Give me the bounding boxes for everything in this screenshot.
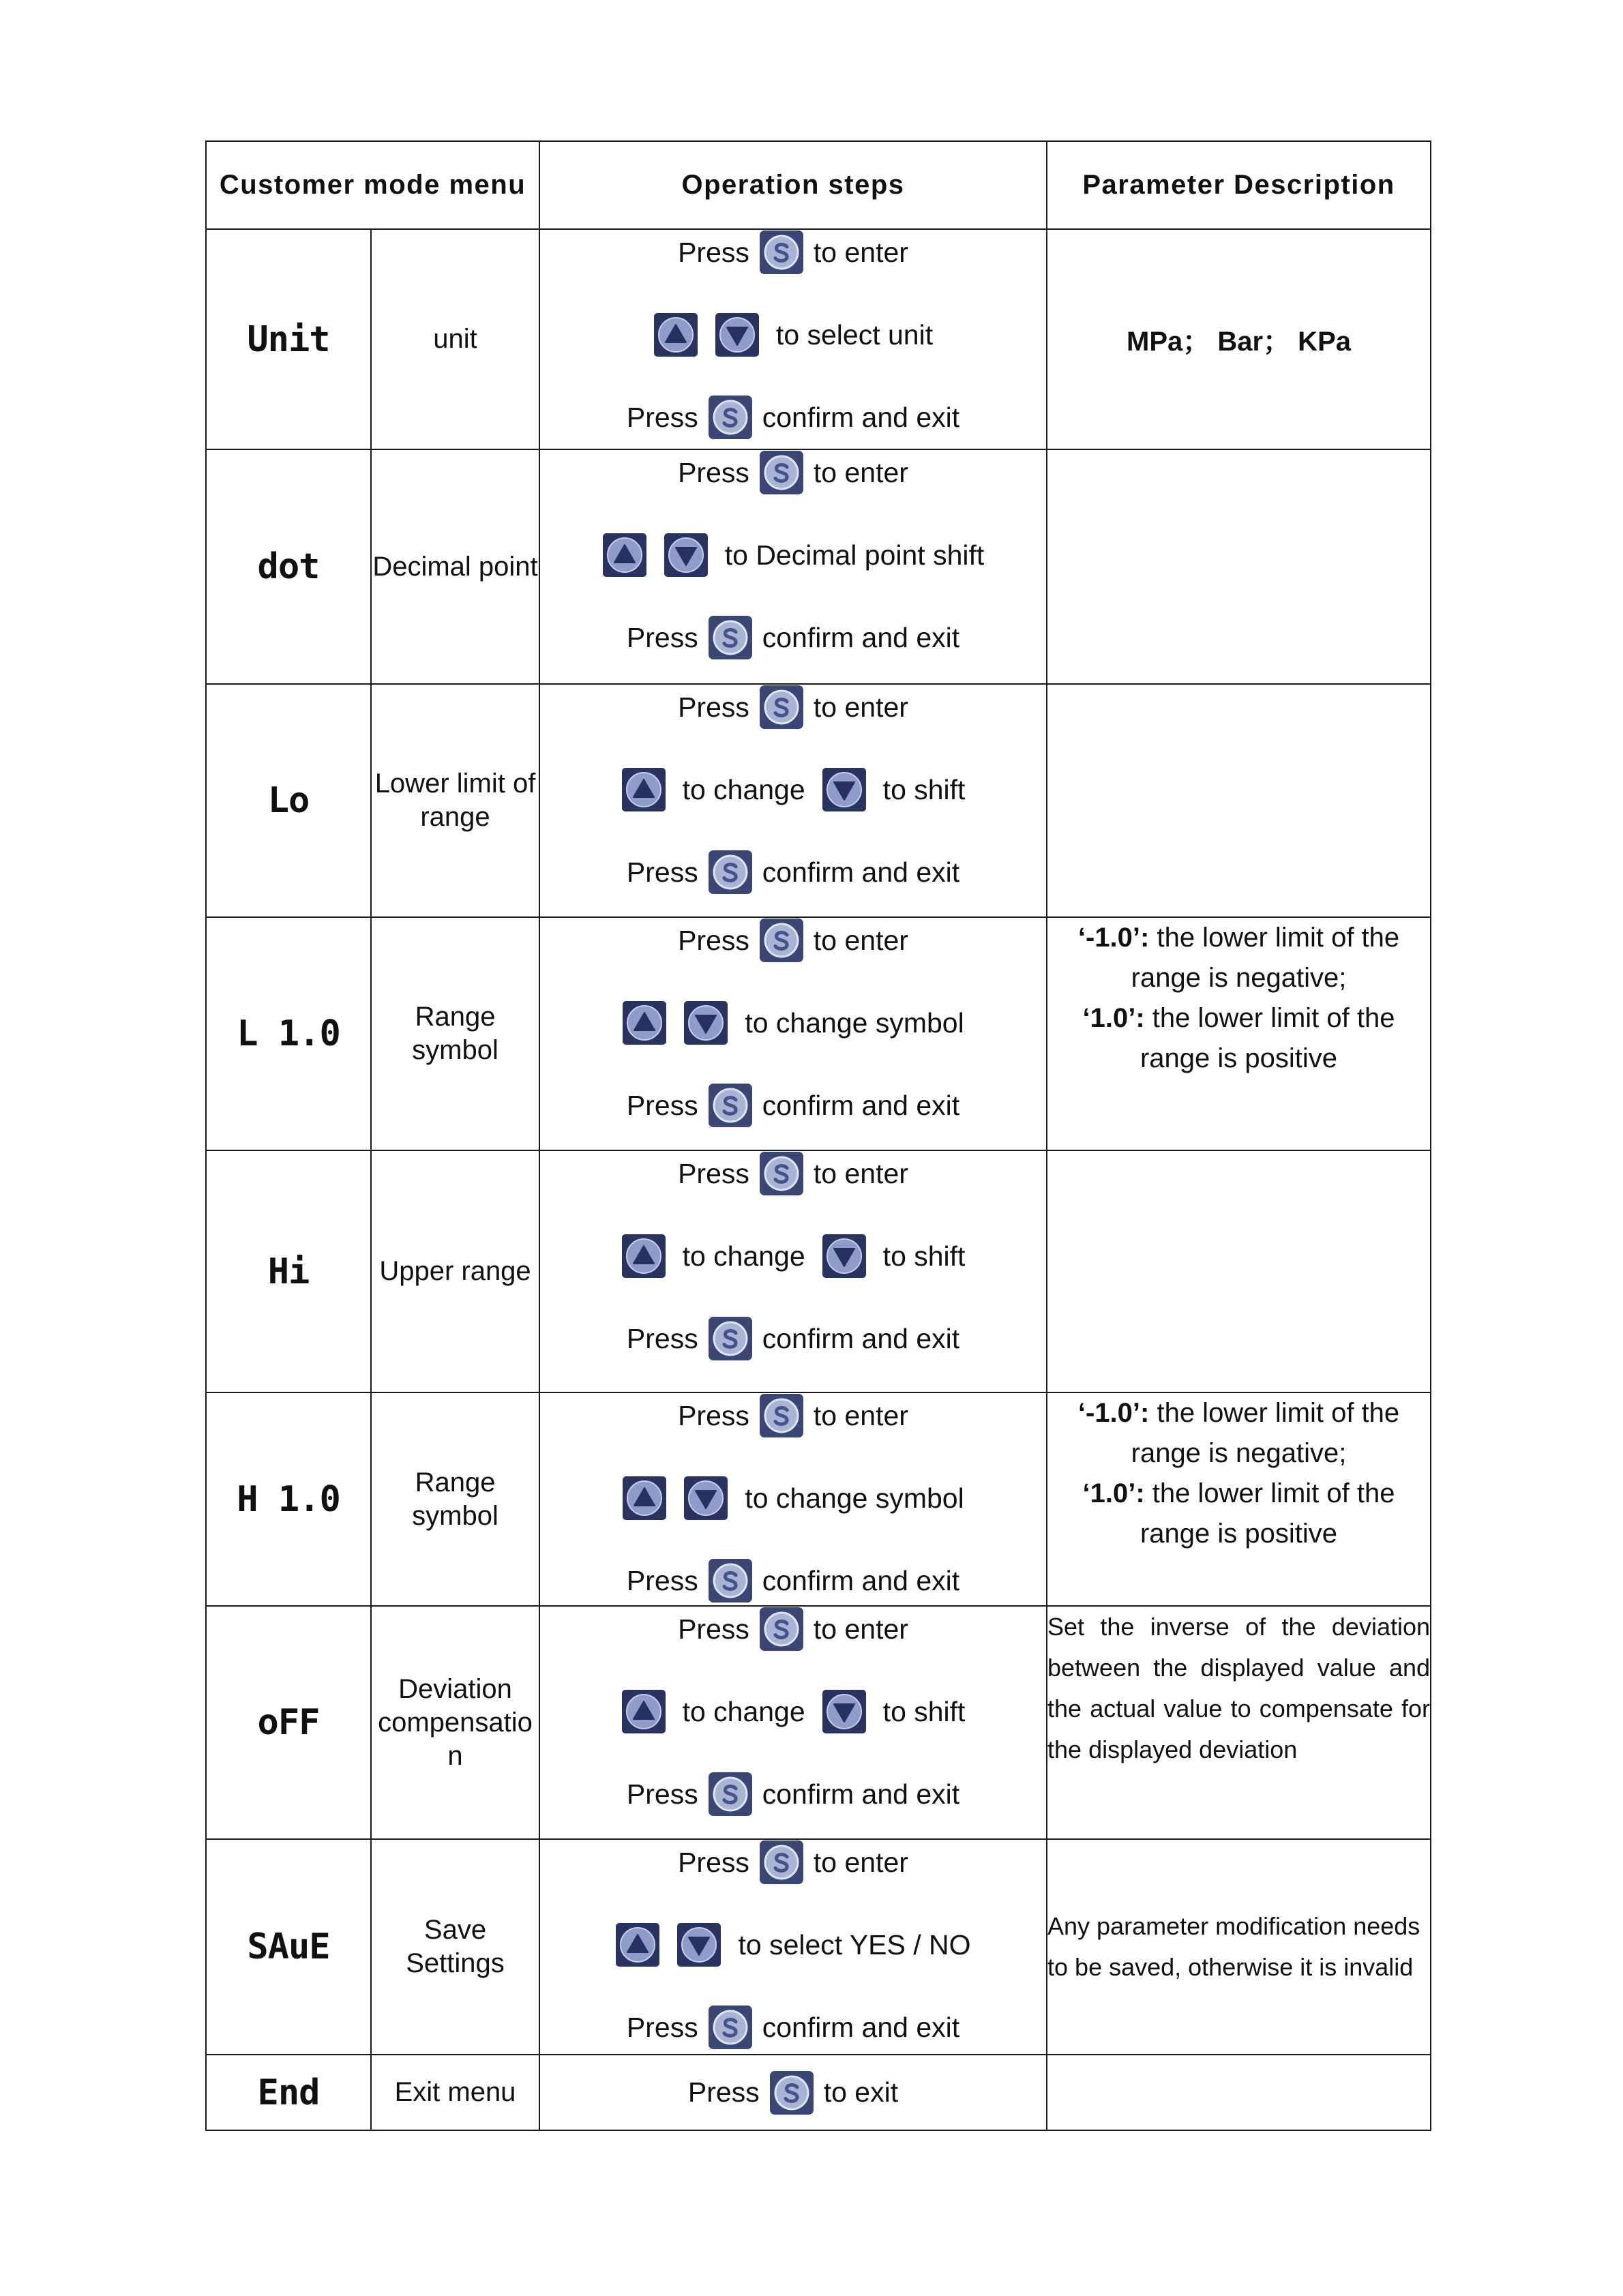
up-arrow-icon — [653, 312, 698, 357]
step-text: Press — [687, 2076, 760, 2108]
menu-table-body — [206, 229, 1431, 2130]
note-label: ‘-1.0’: — [1077, 923, 1150, 953]
step-text: confirm and exit — [762, 2011, 960, 2043]
table-header — [206, 141, 1431, 229]
up-arrow-icon — [602, 533, 647, 578]
step-text: to enter — [813, 924, 908, 956]
step-list — [540, 1607, 1046, 1817]
up-arrow-icon — [622, 1476, 667, 1521]
s-button-icon — [708, 1316, 753, 1361]
down-arrow-icon — [683, 1000, 728, 1045]
table-row — [206, 2055, 1431, 2130]
up-arrow-icon — [621, 1689, 666, 1734]
customer-mode-menu-table — [205, 140, 1431, 2131]
step-text: Press — [626, 856, 698, 888]
note-label: ‘1.0’: — [1082, 1478, 1145, 1508]
down-arrow-icon — [683, 1476, 728, 1521]
step-line — [621, 767, 966, 812]
header-parameter-description: Parameter Description — [1047, 141, 1431, 229]
parameter-description — [1047, 917, 1431, 1150]
menu-code: L 1.0 — [206, 917, 371, 1150]
operation-steps — [539, 1606, 1047, 1839]
step-text: to enter — [813, 1846, 908, 1878]
step-text: to select unit — [775, 318, 934, 351]
table-row — [206, 684, 1431, 917]
operation-steps — [539, 2055, 1047, 2130]
step-line — [678, 1607, 908, 1652]
step-text: to exit — [823, 2076, 899, 2108]
header-customer-mode-menu: Customer mode menu — [206, 141, 539, 229]
step-line — [678, 450, 908, 495]
step-list — [540, 230, 1046, 440]
step-line — [678, 918, 908, 963]
s-button-icon — [769, 2070, 814, 2115]
s-button-icon — [759, 1393, 804, 1438]
step-text: confirm and exit — [762, 1089, 960, 1121]
step-text: Press — [678, 1846, 749, 1878]
step-text: Press — [678, 236, 749, 268]
step-text: to enter — [813, 236, 908, 268]
operation-steps — [539, 1392, 1047, 1606]
menu-code: SAuE — [206, 1839, 371, 2055]
step-text: to enter — [813, 1613, 908, 1645]
step-text: Press — [626, 1322, 698, 1354]
step-line — [678, 1840, 908, 1885]
operation-steps — [539, 1839, 1047, 2055]
down-arrow-icon — [664, 533, 709, 578]
step-list — [540, 1840, 1046, 2050]
s-button-icon — [708, 850, 753, 895]
s-button-icon — [708, 1083, 753, 1128]
operation-steps — [539, 229, 1047, 449]
table-row — [206, 1150, 1431, 1392]
step-text: Press — [678, 1157, 749, 1189]
step-text: confirm and exit — [762, 1778, 960, 1810]
step-line — [627, 1083, 959, 1128]
step-line — [627, 1772, 959, 1817]
step-text: to enter — [813, 1157, 908, 1189]
step-list — [540, 2070, 1046, 2115]
step-list — [540, 450, 1046, 660]
s-button-icon — [759, 230, 804, 275]
menu-name: unit — [371, 229, 539, 449]
step-text: Press — [626, 1089, 698, 1121]
menu-name: Save Settings — [371, 1839, 539, 2055]
step-line — [678, 685, 908, 730]
menu-name: Lower limit of range — [371, 684, 539, 917]
description-note — [1047, 1393, 1430, 1474]
description-note — [1047, 1474, 1430, 1554]
table-row — [206, 449, 1431, 684]
s-button-icon — [708, 615, 753, 660]
parameter-description — [1047, 1606, 1431, 1839]
step-text: confirm and exit — [762, 1564, 960, 1596]
step-text: Press — [678, 1399, 749, 1431]
s-button-icon — [759, 1151, 804, 1196]
step-line — [688, 2070, 898, 2115]
note-text: the lower limit of the range is positive — [1140, 1003, 1395, 1073]
step-line — [627, 395, 959, 440]
s-button-icon — [708, 1558, 753, 1603]
menu-code: dot — [206, 449, 371, 684]
step-text: to enter — [813, 456, 908, 488]
note-text: the lower limit of the range is negative; — [1131, 1398, 1400, 1468]
menu-code: Hi — [206, 1150, 371, 1392]
parameter-description — [1047, 449, 1431, 684]
step-line — [653, 312, 933, 357]
menu-code: H 1.0 — [206, 1392, 371, 1606]
table-row — [206, 1606, 1431, 1839]
menu-code: End — [206, 2055, 371, 2130]
step-line — [602, 533, 985, 578]
menu-name: Range symbol — [371, 917, 539, 1150]
note-text: the lower limit of the range is positive — [1140, 1478, 1395, 1549]
parameter-description — [1047, 1392, 1431, 1606]
step-list — [540, 1151, 1046, 1361]
parameter-description — [1047, 684, 1431, 917]
step-text: confirm and exit — [762, 621, 960, 653]
parameter-description — [1047, 2055, 1431, 2130]
step-text: to Decimal point shift — [724, 539, 985, 571]
description-text: Any parameter modification needs to be saved, otherwise it is invalid — [1047, 1912, 1420, 1981]
step-text: Press — [678, 456, 749, 488]
s-button-icon — [759, 685, 804, 730]
step-line — [678, 1151, 908, 1196]
step-text: Press — [626, 1564, 698, 1596]
parameter-description — [1047, 1839, 1431, 2055]
up-arrow-icon — [615, 1922, 660, 1967]
step-list — [540, 918, 1046, 1128]
step-text: to shift — [882, 773, 966, 805]
menu-code: oFF — [206, 1606, 371, 1839]
up-arrow-icon — [621, 767, 666, 812]
menu-code: Unit — [206, 229, 371, 449]
step-text: Press — [678, 1613, 749, 1645]
note-text: the lower limit of the range is negative; — [1131, 923, 1400, 993]
step-text: to select YES / NO — [738, 1928, 971, 1960]
down-arrow-icon — [822, 1234, 867, 1279]
step-text: Press — [678, 691, 749, 723]
step-line — [615, 1922, 970, 1967]
s-button-icon — [708, 2005, 753, 2050]
step-line — [622, 1476, 964, 1521]
step-line — [627, 615, 959, 660]
up-arrow-icon — [622, 1000, 667, 1045]
step-line — [621, 1689, 966, 1734]
table-row — [206, 917, 1431, 1150]
step-line — [678, 230, 908, 275]
description-note — [1047, 998, 1430, 1079]
step-text: to change — [682, 1695, 805, 1727]
table-row — [206, 229, 1431, 449]
menu-name: Exit menu — [371, 2055, 539, 2130]
step-text: confirm and exit — [762, 401, 960, 433]
up-arrow-icon — [621, 1234, 666, 1279]
note-label: ‘1.0’: — [1082, 1003, 1145, 1033]
step-text: to shift — [882, 1695, 966, 1727]
s-button-icon — [759, 918, 804, 963]
step-text: to enter — [813, 1399, 908, 1431]
down-arrow-icon — [822, 767, 867, 812]
menu-name: Upper range — [371, 1150, 539, 1392]
step-text: to change — [682, 773, 805, 805]
step-line — [627, 850, 959, 895]
description-note — [1047, 918, 1430, 998]
menu-code: Lo — [206, 684, 371, 917]
parameter-description — [1047, 1150, 1431, 1392]
step-line — [627, 1316, 959, 1361]
step-text: confirm and exit — [762, 856, 960, 888]
step-line — [621, 1234, 966, 1279]
step-text: to change symbol — [745, 1007, 964, 1039]
s-button-icon — [708, 1772, 753, 1817]
s-button-icon — [759, 1840, 804, 1885]
menu-name: Range symbol — [371, 1392, 539, 1606]
table-row — [206, 1839, 1431, 2055]
operation-steps — [539, 1150, 1047, 1392]
operation-steps — [539, 449, 1047, 684]
menu-name: Decimal point — [371, 449, 539, 684]
step-list — [540, 1393, 1046, 1603]
down-arrow-icon — [822, 1689, 867, 1734]
s-button-icon — [708, 395, 753, 440]
step-text: Press — [678, 924, 749, 956]
s-button-icon — [759, 450, 804, 495]
operation-steps — [539, 917, 1047, 1150]
operation-steps — [539, 684, 1047, 917]
parameter-description — [1047, 229, 1431, 449]
step-text: Press — [626, 401, 698, 433]
step-text: Press — [626, 1778, 698, 1810]
header-operation-steps: Operation steps — [539, 141, 1047, 229]
step-line — [622, 1000, 964, 1045]
step-text: confirm and exit — [762, 1322, 960, 1354]
table-row — [206, 1392, 1431, 1606]
note-label: ‘-1.0’: — [1077, 1398, 1150, 1428]
step-text: Press — [626, 2011, 698, 2043]
step-line — [627, 2005, 959, 2050]
down-arrow-icon — [715, 312, 760, 357]
description-text: MPa； Bar； KPa — [1127, 327, 1351, 357]
step-line — [678, 1393, 908, 1438]
step-text: Press — [626, 621, 698, 653]
step-text: to shift — [882, 1240, 966, 1272]
header-row — [206, 141, 1431, 229]
down-arrow-icon — [676, 1922, 721, 1967]
step-list — [540, 685, 1046, 895]
step-line — [627, 1558, 959, 1603]
step-text: to enter — [813, 691, 908, 723]
step-text: to change symbol — [745, 1482, 964, 1514]
s-button-icon — [759, 1607, 804, 1652]
step-text: to change — [682, 1240, 805, 1272]
menu-name: Deviation compensation — [371, 1606, 539, 1839]
description-text: Set the inverse of the deviation between the displayed value and the actual value to compensate for the displayed deviation — [1047, 1613, 1431, 1763]
